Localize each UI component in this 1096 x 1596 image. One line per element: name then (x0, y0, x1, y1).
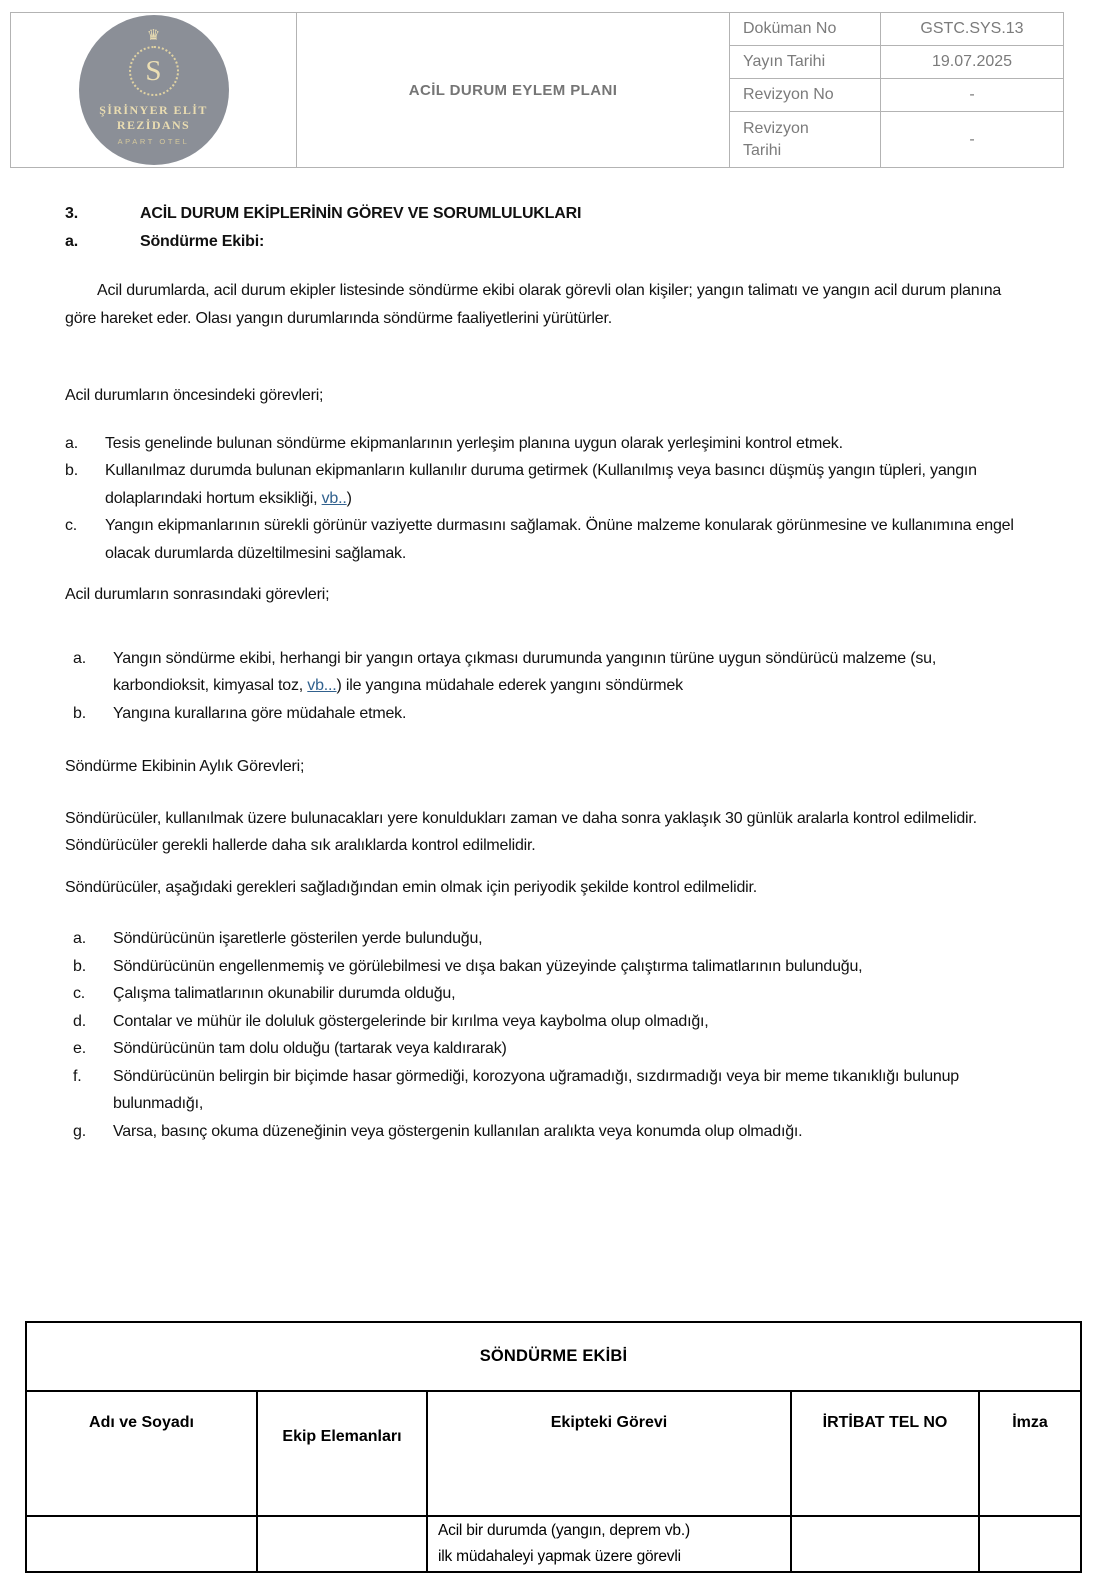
hotel-logo (79, 15, 229, 165)
list-item-text: Yangın ekipmanlarının sürekli görünür vaziyette durmasını sağlamak. Önüne malzeme konularak görünmesine ve kullanımına engel olacak durumlarda düzeltilmesini sağlamak. (105, 517, 1014, 562)
list-item (73, 645, 1032, 700)
list-item (65, 512, 1032, 567)
list-item (73, 700, 1032, 728)
meta-value-revizyon-tarihi: - (881, 112, 1064, 168)
column-header-ekipteki-gorevi: Ekipteki Görevi (427, 1391, 791, 1516)
list-marker: f. (73, 1067, 82, 1085)
column-header-ekip-elemanlari: Ekip Elemanları (257, 1391, 427, 1516)
list-marker: c. (65, 517, 78, 534)
monogram-ring (129, 46, 179, 96)
crown-icon: ♛ (146, 27, 161, 44)
list-item (73, 1008, 1032, 1036)
before-duties-heading: Acil durumların öncesindeki görevleri; (65, 387, 324, 404)
list-marker: e. (73, 1040, 86, 1057)
cell-name-empty (26, 1516, 257, 1572)
list-item-text-post: ) ile yangına müdahale ederek yangını söndürmek (336, 677, 683, 694)
list-marker: d. (73, 1012, 86, 1030)
meta-value-yayin-tarihi: 19.07.2025 (881, 46, 1064, 79)
list-item-text-post: ) (346, 489, 352, 507)
list-item (73, 925, 1032, 953)
column-header-imza: İmza (979, 1391, 1081, 1516)
team-table-title: SÖNDÜRME EKİBİ (26, 1322, 1081, 1391)
cell-duty (427, 1516, 791, 1572)
list-item-text (113, 645, 1032, 700)
logo-cell (11, 13, 297, 168)
list-marker: b. (73, 704, 86, 722)
logo-name-line2: REZİDANS (116, 118, 191, 132)
list-marker: g. (73, 1122, 86, 1140)
vb-link[interactable]: vb.. (321, 489, 347, 507)
meta-label-revizyon-no (730, 79, 881, 112)
list-item-text: Çalışma talimatlarının okunabilir durumda olduğu, (113, 985, 456, 1002)
meta-label-text: Doküman No (743, 20, 837, 38)
section-title: ACİL DURUM EKİPLERİNİN GÖREV VE SORUMLULUKLARI (140, 205, 582, 222)
list-item-text: Contalar ve mühür ile doluluk göstergelerinde bir kırılma veya kaybolma olup olmadığı, (113, 1012, 709, 1030)
cell-signature-empty (979, 1516, 1081, 1572)
column-header-adi-ve-soyadi: Adı ve Soyadı (26, 1391, 257, 1516)
before-duties-list (65, 430, 1032, 568)
subsection-letter: a. (65, 232, 78, 250)
section-heading (65, 200, 1032, 228)
section-number: 3. (65, 205, 78, 222)
subsection-title: Söndürme Ekibi: (140, 232, 265, 250)
logo-monogram: S (145, 54, 162, 87)
logo-name-line1: ŞİRİNYER ELİT (99, 103, 208, 117)
document-header-table (10, 12, 1064, 168)
list-item (73, 980, 1032, 1008)
meta-label-text: Yayın Tarihi (743, 53, 826, 71)
list-item (65, 430, 1032, 458)
list-item-text: Söndürücünün işaretlerle gösterilen yerde bulunduğu, (113, 930, 483, 947)
list-marker: b. (73, 957, 86, 975)
intro-paragraph: Acil durumlarda, acil durum ekipler listesinde söndürme ekibi olarak görevli olan kişiler; yangın talimatı ve yangın acil durum planına göre hareket eder. Olası yangın durumlarında söndürme faaliyetlerini yürütürler. (65, 282, 1002, 327)
cell-member-empty (257, 1516, 427, 1572)
list-marker: b. (65, 462, 78, 479)
list-marker: a. (73, 649, 86, 667)
team-table (25, 1321, 1082, 1573)
list-item-text: Tesis genelinde bulunan söndürme ekipmanlarının yerleşim planına uygun olarak yerleşimini kontrol etmek. (105, 434, 843, 452)
monthly-duties-heading: Söndürme Ekibinin Aylık Görevleri; (65, 758, 305, 775)
meta-label-text: Revizyon No (743, 86, 834, 104)
list-item (73, 1035, 1032, 1063)
cell-phone-empty (791, 1516, 979, 1572)
duty-line-1: Acil bir durumda (yangın, deprem vb.) (438, 1522, 690, 1539)
meta-label-dokuman-no (730, 13, 881, 46)
list-marker: a. (65, 434, 78, 452)
list-item-text (105, 457, 1032, 512)
list-item-text: Söndürücünün tam dolu olduğu (tartarak veya kaldırarak) (113, 1040, 507, 1057)
column-header-irtibat-tel-no: İRTİBAT TEL NO (791, 1391, 979, 1516)
meta-label-revizyon-tarihi (730, 112, 881, 168)
meta-label-text: Revizyon Tarihi (743, 119, 809, 159)
list-item-text: Söndürücünün engellenmemiş ve görülebilmesi ve dışa bakan yüzeyinde çalıştırma talimatlarının bulunduğu, (113, 957, 863, 975)
list-item-text: Söndürücünün belirgin bir biçimde hasar görmediği, korozyona uğramadığı, sızdırmadığı veya bir meme tıkanıklığı bulunup bulunmadığı, (113, 1067, 959, 1112)
list-item (65, 457, 1032, 512)
list-item-text: Varsa, basınç okuma düzeneğinin veya göstergenin kullanılan aralıkta veya konumda olup olmadığı. (113, 1122, 803, 1140)
list-item-text: Yangına kurallarına göre müdahale etmek. (113, 704, 407, 722)
meta-value-dokuman-no: GSTC.SYS.13 (881, 13, 1064, 46)
monthly-paragraph-1: Söndürücüler, kullanılmak üzere bulunacakları yere konuldukları zaman ve daha sonra yaklaşık 30 günlük aralarla kontrol edilmelidir. Söndürücüler gerekli hallerde daha sık aralıklarda kontrol edilmelidir. (65, 809, 977, 854)
list-item (73, 1118, 1032, 1146)
logo-subtitle: APART OTEL (117, 137, 190, 146)
document-title: ACİL DURUM EYLEM PLANI (297, 13, 730, 168)
list-item-text-pre: Kullanılmaz durumda bulunan ekipmanların kullanılır duruma getirmek (Kullanılmış veya basıncı düşmüş yangın tüpleri, yangın dolaplarındaki hortum eksikliği, (105, 462, 977, 507)
periodic-check-list (73, 925, 1032, 1145)
list-item (73, 953, 1032, 981)
duty-line-2: ilk müdahaleyi yapmak üzere görevli (438, 1548, 681, 1565)
after-duties-heading: Acil durumların sonrasındaki görevleri; (65, 586, 330, 603)
list-item (73, 1063, 1032, 1118)
list-marker: a. (73, 930, 86, 947)
table-row (26, 1516, 1081, 1572)
list-item-text-pre: Yangın söndürme ekibi, herhangi bir yangın ortaya çıkması durumunda yangının türüne uygun söndürücü malzeme (su, karbondioksit, kimyasal toz, (113, 649, 937, 694)
list-marker: c. (73, 985, 86, 1002)
monthly-paragraph-2: Söndürücüler, aşağıdaki gerekleri sağladığından emin olmak için periyodik şekilde kontrol edilmelidir. (65, 878, 757, 896)
subsection-heading (65, 228, 1032, 256)
document-body (65, 200, 1032, 1145)
after-duties-list (73, 645, 1032, 728)
meta-label-yayin-tarihi (730, 46, 881, 79)
vb-link[interactable]: vb... (307, 677, 337, 694)
meta-value-revizyon-no: - (881, 79, 1064, 112)
